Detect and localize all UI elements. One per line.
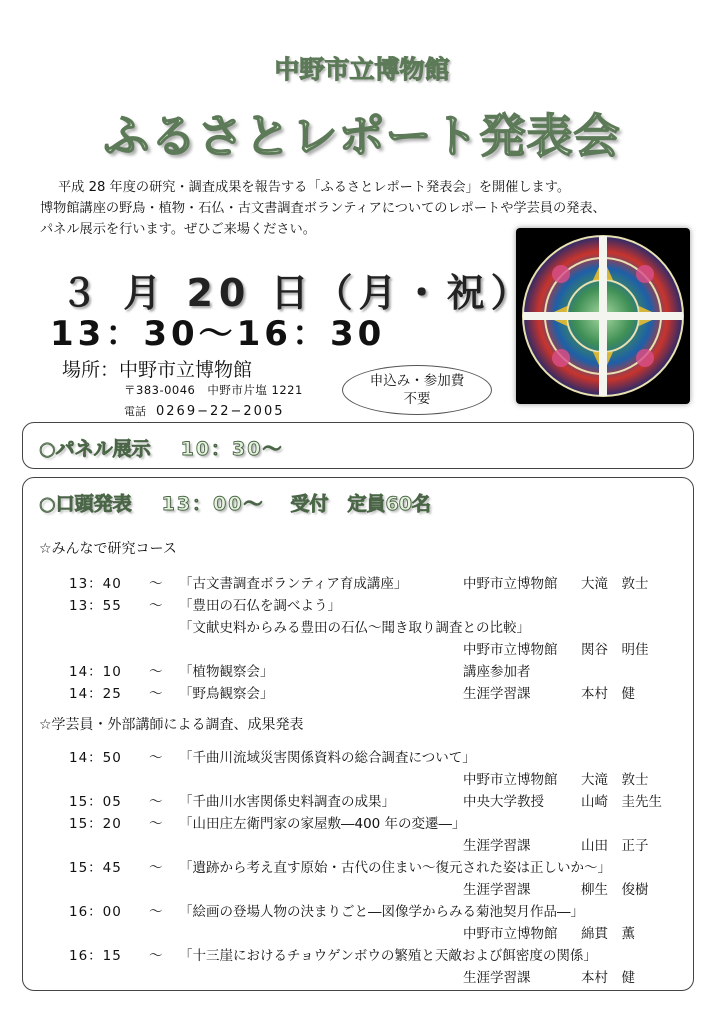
- schedule-tilde: ～: [149, 794, 163, 810]
- schedule-row: [23, 832, 695, 854]
- intro-line: 博物館講座の野鳥・植物・石仏・古文書調査ボランティアについてのレポートや学芸員の発表、: [40, 201, 606, 216]
- schedule-time: 15：05: [69, 794, 122, 810]
- schedule-row: [23, 766, 695, 788]
- schedule-title: 「文献史料からみる豊田の石仏～聞き取り調査との比較」: [179, 620, 530, 636]
- schedule-row: [23, 854, 695, 876]
- panel-exhibit-box: [22, 422, 694, 469]
- event-venue: 場所：中野市立博物館: [62, 359, 253, 381]
- schedule-affiliation: 中野市立博物館: [463, 926, 558, 942]
- schedule-affiliation: 生涯学習課: [463, 686, 531, 702]
- schedule-row: [23, 614, 695, 636]
- schedule-affiliation: 中野市立博物館: [463, 576, 558, 592]
- schedule-affiliation: 生涯学習課: [463, 838, 531, 854]
- oral-presentation-heading: [39, 489, 431, 516]
- schedule-title: 「豊田の石仏を調べよう」: [179, 598, 341, 614]
- venue-address: 〒383-0046 中野市片塩 1221: [124, 383, 303, 397]
- schedule-presenter: 関谷 明佳: [581, 642, 649, 658]
- intro-line: パネル展示を行います。ぜひご来場ください。: [40, 222, 316, 237]
- course-title: ☆みんなで研究コース: [39, 541, 177, 557]
- schedule-time: 15：45: [69, 860, 122, 876]
- free-admission-badge: [342, 365, 492, 415]
- schedule-title: 「千曲川水害関係史料調査の成果」: [179, 794, 395, 810]
- schedule-affiliation: 講座参加者: [463, 664, 531, 680]
- schedule-time: 15：20: [69, 816, 122, 832]
- schedule-time: 13：55: [69, 598, 122, 614]
- venue-phone: [124, 403, 285, 419]
- schedule-time: 14：10: [69, 664, 122, 680]
- fee-line: 不要: [403, 391, 431, 407]
- oral-presentation-box: [22, 477, 694, 991]
- schedule-presenter: 山田 正子: [581, 838, 649, 854]
- schedule-row: [23, 636, 695, 658]
- phone-label: 電話: [124, 405, 146, 418]
- course-title: ☆学芸員・外部講師による調査、成果発表: [39, 717, 304, 733]
- schedule-presenter: 大滝 敦士: [581, 772, 649, 788]
- schedule-presenter: 大滝 敦士: [581, 576, 649, 592]
- schedule-row: [23, 942, 695, 964]
- schedule-tilde: ～: [149, 860, 163, 876]
- intro-line: 平成 28 年度の研究・調査成果を報告する「ふるさとレポート発表会」を開催します。: [58, 180, 571, 195]
- talks-time: 13：00～: [161, 493, 265, 515]
- schedule-tilde: ～: [149, 816, 163, 832]
- panel-exhibit-heading: [39, 434, 283, 461]
- museum-name-heading: 中野市立博物館: [274, 55, 450, 84]
- schedule-row: [23, 788, 695, 810]
- schedule-title: 「遺跡から考え直す原始・古代の住まい～復元された姿は正しいか～」: [179, 860, 611, 876]
- schedule-row: [23, 810, 695, 832]
- schedule-tilde: ～: [149, 750, 163, 766]
- schedule-time: 14：50: [69, 750, 122, 766]
- schedule-title: 「千曲川流域災害関係資料の総合調査について」: [179, 750, 476, 766]
- schedule-row: [23, 920, 695, 942]
- schedule-row: [23, 876, 695, 898]
- stained-glass-photo: [516, 228, 690, 404]
- schedule-presenter: 本村 健: [581, 686, 635, 702]
- schedule-tilde: ～: [149, 664, 163, 680]
- schedule-title: 「山田庄左衛門家の家屋敷―400 年の変遷―」: [179, 816, 466, 832]
- schedule-presenter: 本村 健: [581, 970, 635, 986]
- schedule-presenter: 綿貫 薫: [581, 926, 635, 942]
- panel-time: 10：30～: [180, 438, 284, 460]
- schedule-row: [23, 592, 695, 614]
- schedule-tilde: ～: [149, 598, 163, 614]
- schedule-time: 14：25: [69, 686, 122, 702]
- schedule-row: [23, 964, 695, 986]
- schedule-row: [23, 744, 695, 766]
- talks-reception: 受付 定員60名: [290, 493, 431, 515]
- schedule-time: 16：15: [69, 948, 122, 964]
- fee-line: 申込み・参加費: [369, 373, 465, 389]
- schedule-title: 「古文書調査ボランティア育成講座」: [179, 576, 408, 592]
- schedule-presenter: 柳生 俊樹: [581, 882, 649, 898]
- panel-label: ○パネル展示: [39, 438, 151, 460]
- schedule-time: 13：40: [69, 576, 122, 592]
- schedule-row: [23, 898, 695, 920]
- talks-label: ○口頭発表: [39, 493, 132, 515]
- schedule-tilde: ～: [149, 686, 163, 702]
- schedule-row: [23, 658, 695, 680]
- schedule-tilde: ～: [149, 904, 163, 920]
- schedule-list: [23, 744, 695, 986]
- phone-number: 0269−22−2005: [156, 404, 285, 419]
- schedule-affiliation: 中野市立博物館: [463, 772, 558, 788]
- event-title: ふるさとレポート発表会: [103, 109, 621, 163]
- schedule-title: 「絵画の登場人物の決まりごと―図像学からみる菊池契月作品―」: [179, 904, 584, 920]
- schedule-title: 「植物観察会」: [179, 664, 274, 680]
- schedule-tilde: ～: [149, 948, 163, 964]
- schedule-title: 「野鳥観察会」: [179, 686, 274, 702]
- schedule-row: [23, 680, 695, 702]
- schedule-row: [23, 570, 695, 592]
- schedule-affiliation: 中央大学教授: [463, 794, 544, 810]
- schedule-presenter: 山崎 圭先生: [581, 794, 662, 810]
- schedule-time: 16：00: [69, 904, 122, 920]
- event-time: 13：30～16：30: [50, 314, 386, 354]
- schedule-title: 「十三崖におけるチョウゲンボウの繁殖と天敵および餌密度の関係」: [179, 948, 597, 964]
- schedule-tilde: ～: [149, 576, 163, 592]
- schedule-affiliation: 生涯学習課: [463, 970, 531, 986]
- schedule-list: [23, 570, 695, 702]
- event-date: ３ 月 20 日（月・祝）: [60, 271, 535, 315]
- schedule-affiliation: 生涯学習課: [463, 882, 531, 898]
- schedule-affiliation: 中野市立博物館: [463, 642, 558, 658]
